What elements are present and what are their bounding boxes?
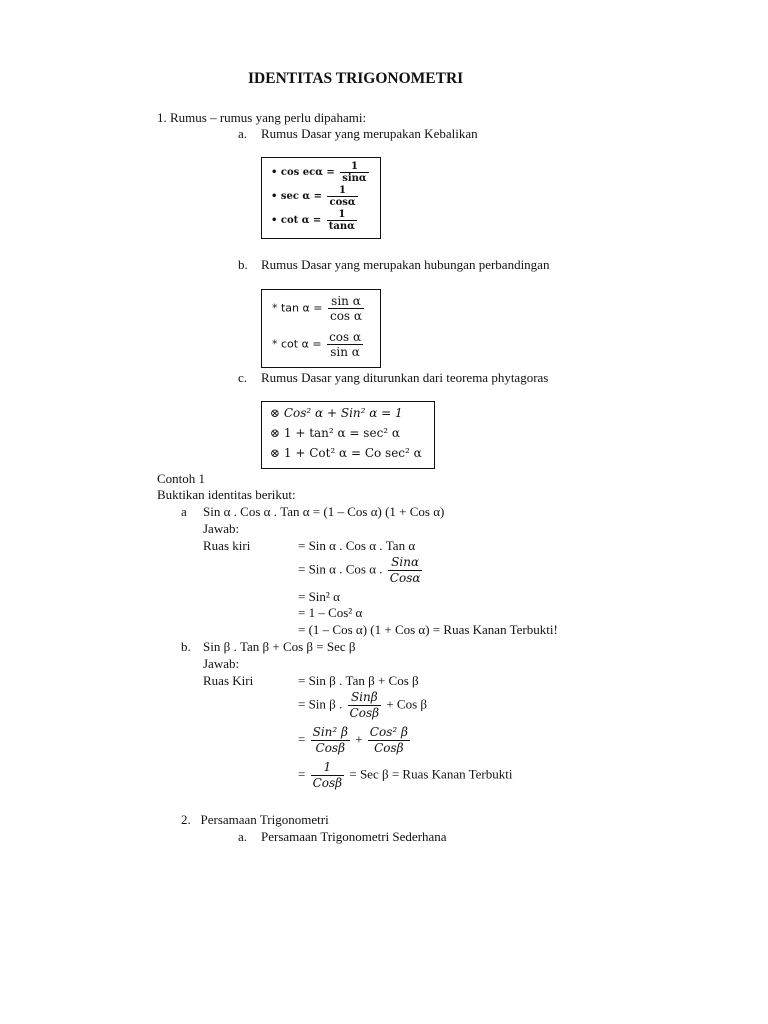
item-1c-marker: c. — [238, 370, 248, 385]
item-1c-text: Rumus Dasar yang diturunkan dari teorema phytagoras — [261, 370, 549, 385]
step-suffix: = Sec β = Ruas Kanan Terbukti — [349, 766, 513, 782]
page-title: IDENTITAS TRIGONOMETRI — [248, 70, 464, 87]
item-2a-marker: a. — [238, 829, 248, 844]
formula-cosec-lhs: • cos ecα = — [271, 167, 335, 178]
example-intro: Buktikan identitas berikut: — [157, 487, 296, 502]
fraction-denominator: Cosβ — [349, 706, 380, 720]
step-fraction-1 — [311, 725, 350, 756]
fraction-numerator: Cos² β — [369, 725, 408, 739]
reciprocal-formula-box — [261, 157, 381, 239]
plus-sign: + — [355, 731, 363, 747]
step-prefix: = Sin β . — [298, 696, 343, 712]
formula-sec-lhs: • sec α = — [271, 191, 322, 202]
example-a-step-5: = (1 – Cos α) (1 + Cos α) = Ruas Kanan Terbukti! — [298, 622, 558, 637]
fraction-numerator: 1 — [327, 185, 357, 197]
formula-cosec-fraction — [340, 161, 368, 184]
formula-cot — [271, 209, 359, 232]
fraction-denominator: cosα — [329, 197, 356, 208]
step-fraction — [348, 690, 382, 721]
formula-cosec — [271, 161, 371, 184]
formula-pythagorean-1: ⊗ Cos² α + Sin² α = 1 — [270, 406, 403, 420]
example-a-step-3: = Sin² α — [298, 589, 340, 604]
example-b-step-3 — [298, 725, 412, 756]
example-b-statement: Sin β . Tan β + Cos β = Sec β — [203, 639, 356, 654]
example-heading: Contoh 1 — [157, 471, 206, 486]
example-a-marker: a — [181, 504, 187, 519]
formula-sec-fraction — [327, 185, 357, 208]
step-fraction — [311, 760, 345, 791]
step-prefix: = — [298, 766, 306, 782]
example-b-step-2 — [298, 690, 427, 721]
fraction-denominator: Cosβ — [374, 741, 404, 755]
fraction-numerator: Sinα — [388, 555, 423, 571]
example-b-jawab: Jawab: — [203, 656, 240, 671]
fraction-denominator: Cosβ — [315, 741, 346, 755]
pythagorean-formula-box — [261, 401, 435, 469]
fraction-denominator: sinα — [342, 173, 367, 184]
formula-sec — [271, 185, 360, 208]
formula-tan — [272, 294, 366, 323]
formula-cot-fraction — [327, 209, 357, 232]
fraction-numerator: cos α — [329, 330, 362, 344]
section-2-heading: 2. Persamaan Trigonometri — [181, 812, 329, 827]
item-1b-marker: b. — [238, 257, 248, 272]
step-suffix: + Cos β — [386, 696, 427, 712]
formula-tan-lhs: * tan α = — [272, 301, 323, 315]
section-1-heading: 1. Rumus – rumus yang perlu dipahami: — [157, 110, 367, 125]
item-2a-text: Persamaan Trigonometri Sederhana — [261, 829, 447, 844]
formula-cot-ratio — [272, 330, 365, 359]
fraction-denominator: tanα — [328, 221, 355, 232]
fraction-numerator: 1 — [327, 209, 357, 221]
ratio-formula-box — [261, 289, 381, 368]
fraction-denominator: Cosβ — [312, 776, 343, 790]
fraction-numerator: 1 — [311, 760, 345, 776]
fraction-numerator: sin α — [328, 294, 364, 309]
step-fraction — [388, 555, 423, 586]
formula-cot-ratio-fraction — [327, 330, 363, 359]
fraction-denominator: cos α — [329, 309, 363, 323]
fraction-denominator: sin α — [330, 345, 360, 359]
formula-cot-lhs: • cot α = — [271, 215, 322, 226]
fraction-numerator: Sinβ — [348, 690, 382, 706]
formula-cot-ratio-lhs: * cot α = — [272, 337, 322, 351]
example-b-marker: b. — [181, 639, 191, 654]
example-a-jawab: Jawab: — [203, 521, 240, 536]
example-a-statement: Sin α . Cos α . Tan α = (1 – Cos α) (1 + Cos α) — [203, 504, 445, 519]
step-fraction-2 — [368, 725, 410, 756]
item-1a-marker: a. — [238, 126, 248, 141]
fraction-numerator: Sin² β — [312, 725, 348, 739]
formula-pythagorean-2: ⊗ 1 + tan² α = sec² α — [270, 426, 401, 440]
example-b-step-1: = Sin β . Tan β + Cos β — [298, 673, 419, 688]
fraction-numerator: 1 — [340, 161, 368, 173]
example-b-side-label: Ruas Kiri — [203, 673, 254, 688]
example-a-side-label: Ruas kiri — [203, 538, 251, 553]
fraction-denominator: Cosα — [389, 571, 421, 585]
formula-tan-fraction — [328, 294, 364, 323]
item-1a-text: Rumus Dasar yang merupakan Kebalikan — [261, 126, 478, 141]
example-a-step-4: = 1 – Cos² α — [298, 605, 363, 620]
example-a-step-1: = Sin α . Cos α . Tan α — [298, 538, 416, 553]
formula-pythagorean-3: ⊗ 1 + Cot² α = Co sec² α — [270, 446, 422, 460]
item-1b-text: Rumus Dasar yang merupakan hubungan perbandingan — [261, 257, 550, 272]
step-prefix: = — [298, 731, 306, 747]
example-b-step-4 — [298, 760, 512, 791]
example-a-step-2 — [298, 555, 424, 586]
step-prefix: = Sin α . Cos α . — [298, 561, 383, 577]
